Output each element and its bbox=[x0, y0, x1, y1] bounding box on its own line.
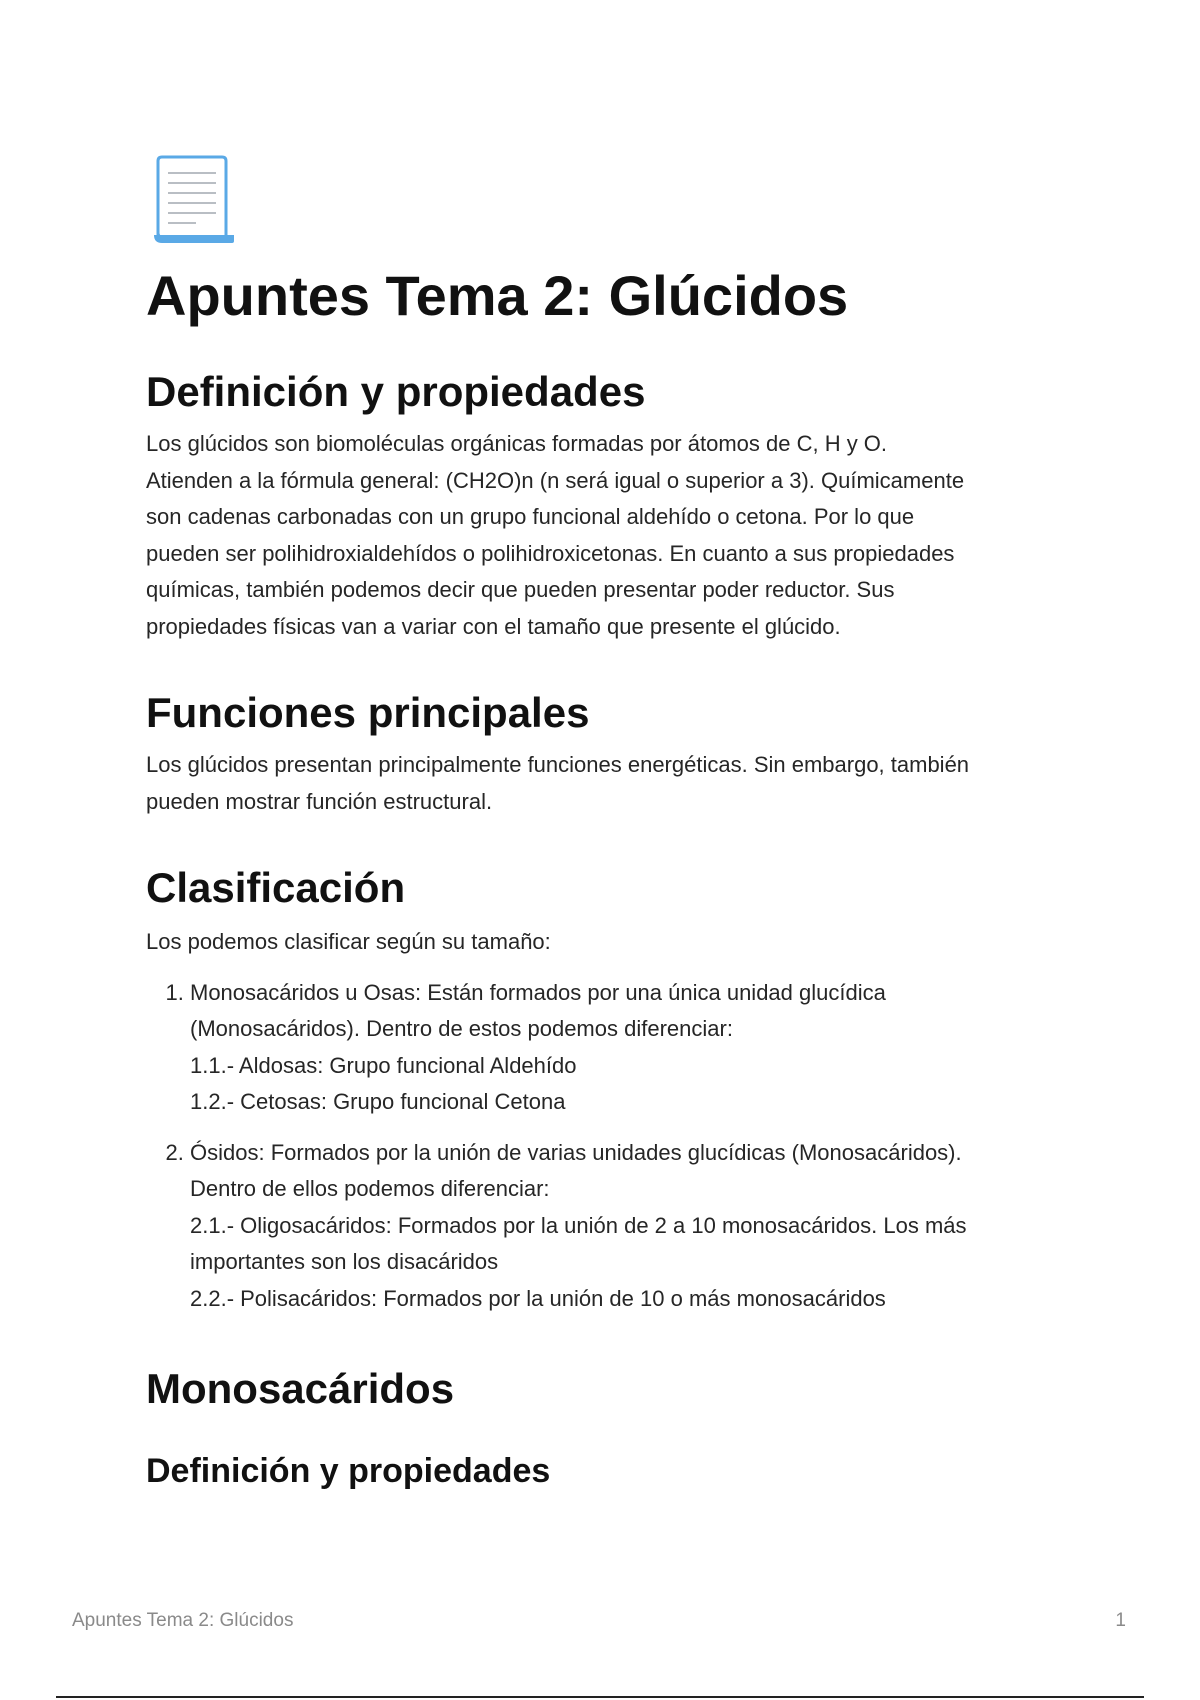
paragraph-clasificacion-intro: Los podemos clasificar según su tamaño: bbox=[146, 929, 551, 954]
list-item bbox=[190, 1135, 1066, 1318]
text-line: 2. Ósidos: Formados por la unión de varias unidades glucídicas (Monosacáridos). bbox=[190, 1139, 962, 1165]
subheading-definicion-monosacaridos: Definición y propiedades bbox=[146, 1452, 551, 1490]
footer-document-title: Apuntes Tema 2: Glúcidos bbox=[72, 1610, 294, 1631]
page-with-curl-icon bbox=[150, 155, 234, 247]
heading-definicion: Definición y propiedades bbox=[146, 368, 646, 415]
text-line: 2.2.- Polisacáridos: Formados por la unión de 10 o más monosacáridos bbox=[190, 1285, 886, 1311]
paragraph-definicion bbox=[146, 426, 1066, 645]
text-line: (Monosacáridos). Dentro de estos podemos diferenciar: bbox=[190, 1016, 733, 1041]
classification-list bbox=[146, 975, 1066, 1318]
text-line: Los glúcidos son biomoléculas orgánicas formadas por átomos de C, H y O. bbox=[146, 431, 888, 456]
text-line: Dentro de ellos podemos diferenciar: bbox=[190, 1176, 550, 1201]
text-line: propiedades físicas van a variar con el tamaño que presente el glúcido. bbox=[146, 613, 841, 639]
document-content bbox=[146, 256, 1066, 1495]
text-line: pueden mostrar función estructural. bbox=[146, 788, 493, 814]
heading-clasificacion: Clasificación bbox=[146, 864, 406, 911]
text-line: Atienden a la fórmula general: (CH2O)n (n será igual o superior a 3). Químicamente bbox=[146, 467, 965, 493]
text-line: 2.1.- Oligosacáridos: Formados por la unión de 2 a 10 monosacáridos. Los más bbox=[190, 1212, 967, 1238]
text-line: pueden ser polihidroxialdehídos o polihidroxicetonas. En cuanto a sus propiedades bbox=[146, 540, 955, 566]
footer-page-number: 1 bbox=[1115, 1610, 1126, 1631]
heading-funciones: Funciones principales bbox=[146, 689, 590, 736]
text-line: 1.1.- Aldosas: Grupo funcional Aldehído bbox=[190, 1052, 577, 1078]
text-line: importantes son los disacáridos bbox=[190, 1249, 499, 1274]
footer-divider bbox=[56, 1696, 1144, 1698]
page-title: Apuntes Tema 2: Glúcidos bbox=[146, 264, 849, 327]
text-line: 1. Monosacáridos u Osas: Están formados por una única unidad glucídica bbox=[190, 979, 886, 1005]
text-line: son cadenas carbonadas con un grupo funcional aldehído o cetona. Por lo que bbox=[146, 504, 915, 529]
text-line: Los glúcidos presentan principalmente funciones energéticas. Sin embargo, también bbox=[146, 752, 970, 777]
text-line: 1.2.- Cetosas: Grupo funcional Cetona bbox=[190, 1089, 566, 1114]
text-line: químicas, también podemos decir que pueden presentar poder reductor. Sus bbox=[146, 577, 895, 602]
paragraph-funciones bbox=[146, 747, 1066, 820]
list-item bbox=[190, 975, 1066, 1121]
heading-monosacaridos: Monosacáridos bbox=[146, 1365, 455, 1412]
